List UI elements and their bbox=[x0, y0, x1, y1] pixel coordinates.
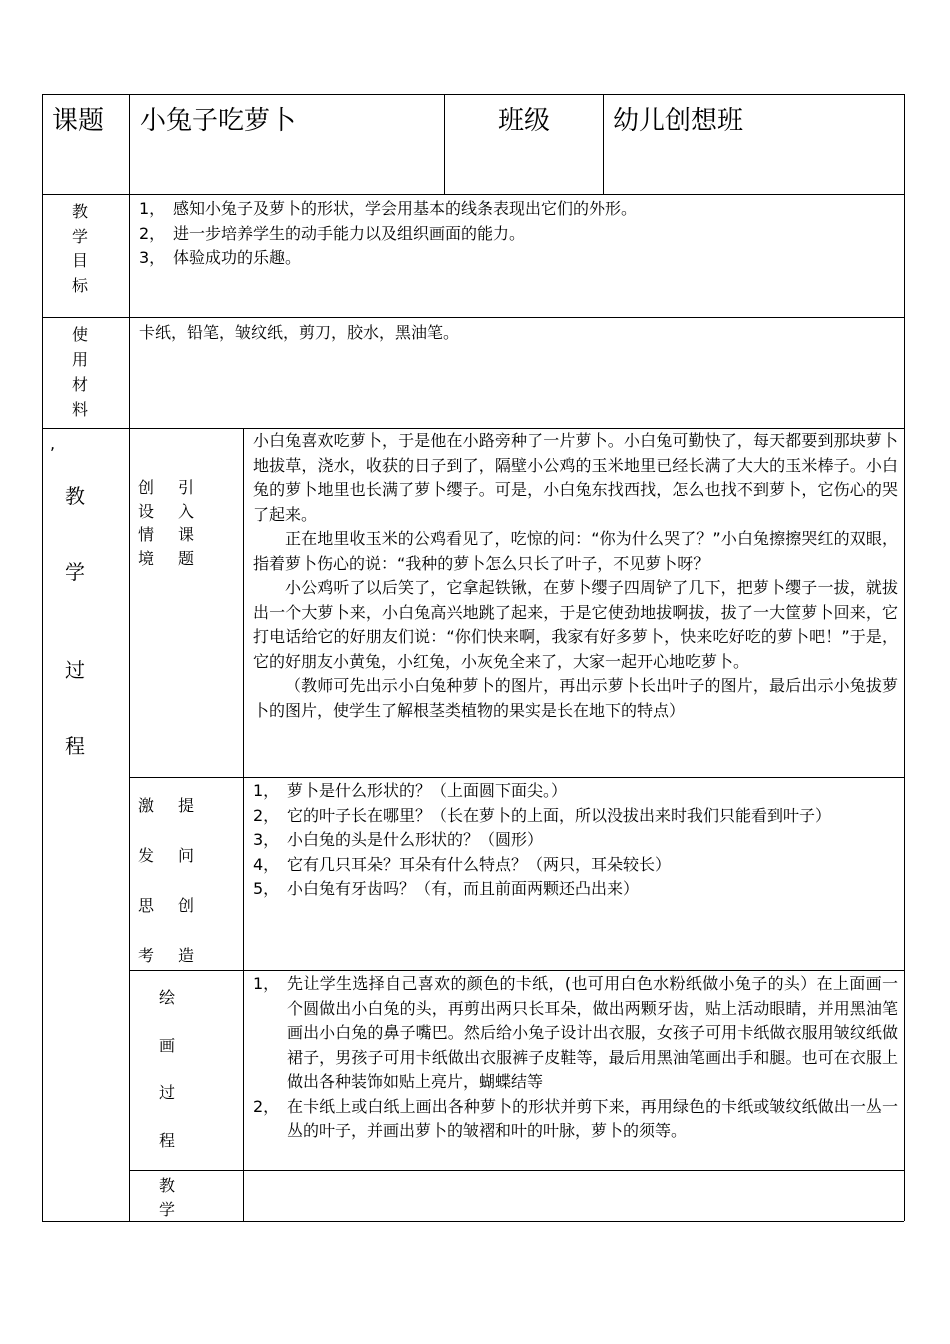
goals-label: 教 学 目 标 bbox=[71, 202, 88, 295]
intro-label: 创 设 情 境 引 入 课 题 bbox=[138, 478, 195, 568]
list-item: 1， 先让学生选择自己喜欢的颜色的卡纸，(也可用白色水粉纸做小兔子的头）在上面画一个圆做出小白兔的头，再剪出两只长耳朵，做出两颗牙齿，贴上活动眼睛，并用黑油笔画出小白兔的鼻子嘴巴。然后给小兔子设计出衣服，女孩子可用卡纸做衣服用皱纹纸做裙子，男孩子可用卡纸做出衣服裤子皮鞋等，最后用黑油笔画出手和腿。也可在衣服上做出各种装饰如贴上亮片，蝴蝶结等 bbox=[253, 974, 898, 1091]
list-item: 4， 它有几只耳朵？耳朵有什么特点？（两只，耳朵较长） bbox=[253, 854, 672, 874]
story-paragraph: 小白兔喜欢吃萝卜，于是他在小路旁种了一片萝卜。小白兔可勤快了，每天都要到那块萝卜地拔草，浇水，收获的日子到了，隔壁小公鸡的玉米地里已经长满了大大的玉米棒子。小白兔的萝卜地里也长满了萝卜缨子。可是，小白兔东找西找，怎么也找不到萝卜，它伤心的哭了起来。 bbox=[253, 431, 898, 524]
class-label: 班级 bbox=[498, 106, 551, 136]
list-item: 1， 感知小兔子及萝卜的形状，学会用基本的线条表现出它们的外形。 bbox=[139, 199, 638, 218]
story-paragraph: （教师可先出示小白兔种萝卜的图片，再出示萝卜长出叶子的图片，最后出示小兔拔萝卜的图片，使学生了解根茎类植物的果实是长在地下的特点） bbox=[253, 676, 898, 720]
questions-list bbox=[253, 779, 898, 902]
rule-questions-bottom bbox=[129, 970, 904, 971]
list-item: 2， 它的叶子长在哪里？（长在萝卜的上面，所以没拔出来时我们只能看到叶子） bbox=[253, 805, 832, 825]
summary-label: 教 学 bbox=[158, 1176, 175, 1219]
list-item: 3， 小白兔的头是什么形状的？（圆形） bbox=[253, 830, 544, 849]
list-item: 3， 体验成功的乐趣。 bbox=[139, 248, 302, 267]
materials-text: 卡纸，铅笔，皱纹纸，剪刀，胶水，黑油笔。 bbox=[139, 323, 460, 342]
rule-right bbox=[904, 94, 905, 1221]
rule-drawing-bottom bbox=[129, 1170, 904, 1171]
rule-sublabel-column bbox=[243, 428, 244, 1221]
intro-story bbox=[253, 429, 898, 723]
goals-list bbox=[139, 197, 899, 271]
rule-header-mid1 bbox=[444, 94, 445, 194]
list-item: 2， 进一步培养学生的动手能力以及组织画面的能力。 bbox=[139, 223, 526, 243]
rule-header-mid2 bbox=[603, 94, 604, 194]
rule-top bbox=[42, 94, 904, 95]
list-item: 2， 在卡纸上或白纸上画出各种萝卜的形状并剪下来，再用绿色的卡纸或皱纹纸做出一丛一丛的叶子，并画出萝卜的皱褶和叶的叶脉，萝卜的须等。 bbox=[253, 1096, 898, 1140]
class-value: 幼儿创想班 bbox=[613, 106, 744, 136]
list-item: 5， 小白兔有牙齿吗？（有，而且前面两颗还凸出来） bbox=[253, 879, 640, 898]
materials-label: 使 用 材 料 bbox=[71, 325, 88, 419]
stray-mark: , bbox=[50, 434, 56, 453]
list-item: 1， 萝卜是什么形状的？（上面圆下面尖。） bbox=[253, 781, 568, 800]
rule-intro-bottom bbox=[129, 777, 904, 778]
title-label: 课题 bbox=[52, 106, 105, 136]
questions-label: 激 发 思 考 提 问 创 造 bbox=[138, 796, 195, 965]
rule-left bbox=[42, 94, 43, 1221]
story-paragraph: 正在地里收玉米的公鸡看见了，吃惊的问：“你为什么哭了？”小白兔擦擦哭红的双眼，指着萝卜伤心的说：“我种的萝卜怎么只长了叶子，不见萝卜呀？ bbox=[253, 529, 898, 573]
story-paragraph: 小公鸡听了以后笑了，它拿起铁锹，在萝卜缨子四周铲了几下，把萝卜缨子一拔，就拔出一个大萝卜来，小白兔高兴地跳了起来，于是它使劲地拔啊拔，拔了一大筐萝卜回来，它打电话给它的好朋友们说：“你们快来啊，我家有好多萝卜，快来吃好吃的萝卜吧！”于是，它的好朋友小黄兔，小红兔，小灰免全来了，大家一起开心地吃萝卜。 bbox=[253, 578, 898, 671]
rule-label-column bbox=[129, 94, 130, 1221]
drawing-list bbox=[253, 972, 898, 1144]
drawing-label: 绘 画 过 程 bbox=[158, 988, 175, 1150]
process-label: 教 学 过 程 bbox=[65, 484, 85, 758]
lesson-title: 小兔子吃萝卜 bbox=[140, 106, 297, 136]
rule-header-bottom bbox=[42, 194, 904, 195]
rule-goals-bottom bbox=[42, 317, 904, 318]
